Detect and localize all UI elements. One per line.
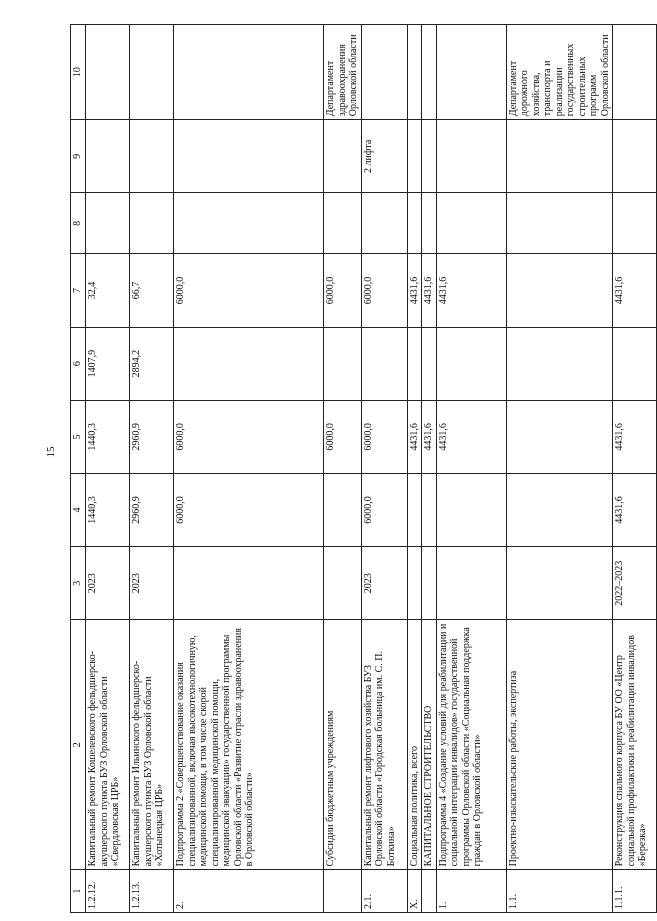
cell-col-7: 4431,6: [613, 254, 657, 327]
cell-col-8: [174, 193, 324, 254]
cell-col-8: [436, 193, 506, 254]
cell-col-7: 66,7: [130, 254, 174, 327]
cell-col-6: [174, 327, 324, 400]
cell-col-2: Социальная политика, всего: [407, 620, 422, 870]
cell-col-4: [422, 473, 437, 546]
cell-col-10: [86, 25, 130, 120]
cell-col-2: Подпрограмма 2 «Совершенствование оказания специализированной, включая высокотехнологичную, медицинской помощи, в том числе скорой специализированной медицинской помощи, медицинской эвакуации» государственной программы Орловской области «Развитие отрасли здравоохранения в Орловской области»: [174, 620, 324, 870]
cell-col-3: 2023: [130, 547, 174, 620]
cell-col-3: [407, 547, 422, 620]
cell-col-10: Департамент здравоохранения Орловской области: [324, 25, 362, 120]
cell-col-9: [506, 120, 613, 193]
table-row: [436, 25, 506, 913]
cell-col-9: [86, 120, 130, 193]
cell-col-6: 2894,2: [130, 327, 174, 400]
cell-col-8: [506, 193, 613, 254]
cell-col-8: [613, 193, 657, 254]
cell-col-10: [422, 25, 437, 120]
cell-col-9: [324, 120, 362, 193]
column-number: 2: [71, 620, 86, 870]
cell-col-7: 4431,6: [422, 254, 437, 327]
column-number: 7: [71, 254, 86, 327]
cell-col-7: 4431,6: [436, 254, 506, 327]
cell-col-6: [361, 327, 407, 400]
cell-col-7: 32,4: [86, 254, 130, 327]
cell-col-1: [422, 870, 437, 913]
column-number: 9: [71, 120, 86, 193]
table-row: [506, 25, 613, 913]
cell-col-1: 1.1.: [506, 870, 613, 913]
cell-col-7: 6000,0: [324, 254, 362, 327]
cell-col-5: 6000,0: [174, 400, 324, 473]
cell-col-5: 4431,6: [613, 400, 657, 473]
cell-col-2: Субсидии бюджетным учреждениям: [324, 620, 362, 870]
table-row: [361, 25, 407, 913]
cell-col-3: [324, 547, 362, 620]
rotated-page-frame: [62, 16, 652, 921]
table-row: [174, 25, 324, 913]
cell-col-10: [361, 25, 407, 120]
cell-col-1: 1.: [436, 870, 506, 913]
table-row: [130, 25, 174, 913]
cell-col-3: [506, 547, 613, 620]
cell-col-5: 4431,6: [422, 400, 437, 473]
cell-col-9: [174, 120, 324, 193]
cell-col-3: [422, 547, 437, 620]
table-row: [86, 25, 130, 913]
cell-col-9: [613, 120, 657, 193]
cell-col-1: 1.2.13.: [130, 870, 174, 913]
cell-col-5: 4431,6: [436, 400, 506, 473]
cell-col-2: Капитальный ремонт Кошелевского фельдшерско-акушерского пункта БУЗ Орловской области «Свердловская ЦРБ»: [86, 620, 130, 870]
cell-col-5: 6000,0: [361, 400, 407, 473]
cell-col-6: [407, 327, 422, 400]
cell-col-3: [174, 547, 324, 620]
cell-col-1: X.: [407, 870, 422, 913]
cell-col-4: 1440,3: [86, 473, 130, 546]
cell-col-10: [407, 25, 422, 120]
cell-col-10: [174, 25, 324, 120]
cell-col-6: [436, 327, 506, 400]
cell-col-1: 2.: [174, 870, 324, 913]
column-number: 6: [71, 327, 86, 400]
cell-col-8: [422, 193, 437, 254]
column-number: 10: [71, 25, 86, 120]
cell-col-4: [324, 473, 362, 546]
budget-table: [70, 24, 657, 913]
cell-col-10: [436, 25, 506, 120]
cell-col-4: 4431,6: [613, 473, 657, 546]
cell-col-4: [436, 473, 506, 546]
cell-col-5: 6000,0: [324, 400, 362, 473]
cell-col-3: 2022–2023: [613, 547, 657, 620]
cell-col-1: 2.1.: [361, 870, 407, 913]
cell-col-4: 6000,0: [174, 473, 324, 546]
table-row: [324, 25, 362, 913]
table-row: [422, 25, 437, 913]
table-row: [407, 25, 422, 913]
cell-col-2: Капитальный ремонт лифтового хозяйства БУЗ Орловской области «Городская больница им. С. П. Боткина»: [361, 620, 407, 870]
cell-col-10: [130, 25, 174, 120]
cell-col-6: 1407,9: [86, 327, 130, 400]
table-row: [613, 25, 657, 913]
cell-col-2: Капитальный ремонт Ильинского фельдшерско-акушерского пункта БУЗ Орловской области «Хотынецкая ЦРБ»: [130, 620, 174, 870]
cell-col-6: [324, 327, 362, 400]
cell-col-8: [130, 193, 174, 254]
column-number: 4: [71, 473, 86, 546]
cell-col-8: [407, 193, 422, 254]
cell-col-7: 6000,0: [361, 254, 407, 327]
column-number-row: [71, 25, 86, 913]
cell-col-3: 2023: [86, 547, 130, 620]
cell-col-9: [422, 120, 437, 193]
column-number: 1: [71, 870, 86, 913]
cell-col-7: 6000,0: [174, 254, 324, 327]
cell-col-2: КАПИТАЛЬНОЕ СТРОИТЕЛЬСТВО: [422, 620, 437, 870]
cell-col-3: 2023: [361, 547, 407, 620]
cell-col-2: Реконструкция спального корпуса БУ ОО «Центр социальной профилактики и реабилитации инвалидов «Березка»: [613, 620, 657, 870]
cell-col-4: [506, 473, 613, 546]
cell-col-8: [361, 193, 407, 254]
cell-col-6: [506, 327, 613, 400]
cell-col-10: [613, 25, 657, 120]
cell-col-1: [324, 870, 362, 913]
cell-col-5: 4431,6: [407, 400, 422, 473]
cell-col-4: 6000,0: [361, 473, 407, 546]
cell-col-4: [407, 473, 422, 546]
cell-col-8: [324, 193, 362, 254]
cell-col-5: 2960,9: [130, 400, 174, 473]
cell-col-1: 1.1.1.: [613, 870, 657, 913]
cell-col-9: [130, 120, 174, 193]
cell-col-5: [506, 400, 613, 473]
cell-col-7: 4431,6: [407, 254, 422, 327]
cell-col-3: [436, 547, 506, 620]
cell-col-5: 1440,3: [86, 400, 130, 473]
cell-col-9: [436, 120, 506, 193]
column-number: 3: [71, 547, 86, 620]
cell-col-2: Проектно-изыскательские работы, экспертиза: [506, 620, 613, 870]
page-number: 15: [45, 446, 57, 458]
column-number: 5: [71, 400, 86, 473]
column-number: 8: [71, 193, 86, 254]
cell-col-9: 2 лифта: [361, 120, 407, 193]
cell-col-4: 2960,9: [130, 473, 174, 546]
cell-col-1: 1.2.12.: [86, 870, 130, 913]
cell-col-9: [407, 120, 422, 193]
cell-col-6: [613, 327, 657, 400]
cell-col-7: [506, 254, 613, 327]
cell-col-8: [86, 193, 130, 254]
cell-col-10: Департамент дорожного хозяйства, транспорта и реализации государственных строительных программ Орловской области: [506, 25, 613, 120]
cell-col-2: Подпрограмма 4 «Создание условий для реабилитации и социальной интеграции инвалидов» государственной программы Орловской области «Социальная поддержка граждан в Орловской области»: [436, 620, 506, 870]
cell-col-6: [422, 327, 437, 400]
